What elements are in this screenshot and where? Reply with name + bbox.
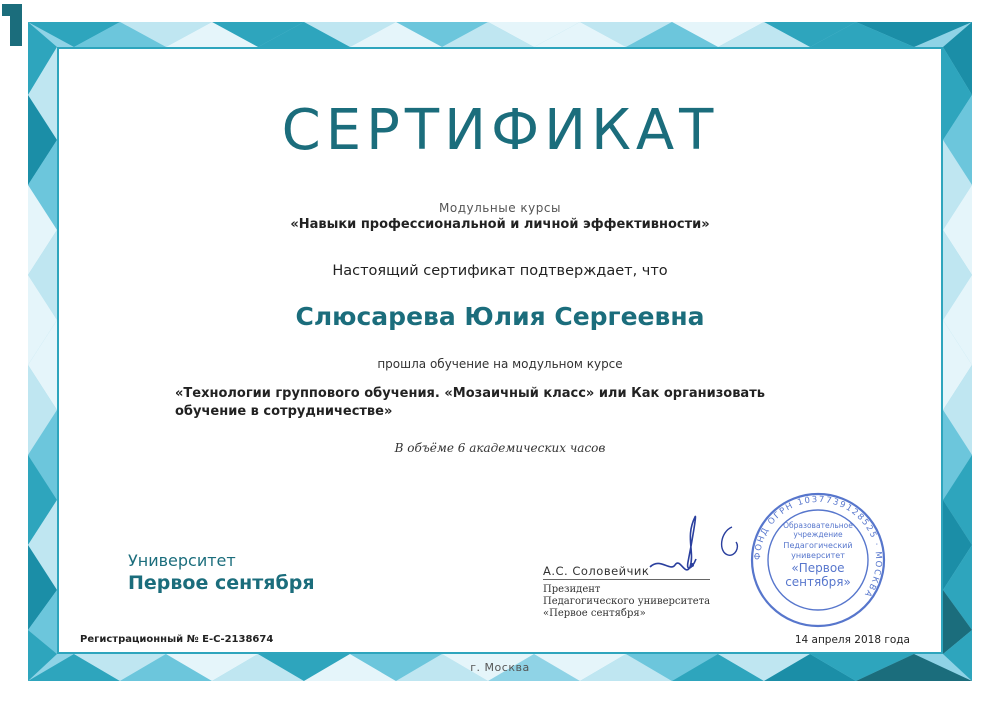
- stamp-text-4: университет: [791, 551, 845, 560]
- course-type: Модульные курсы: [439, 201, 561, 215]
- frame-left-pattern: [28, 22, 57, 681]
- signer-title-line1: Президент: [543, 584, 601, 595]
- recipient-name: Слюсарева Юлия Сергеевна: [295, 302, 705, 331]
- hours-text: В объёме 6 академических часов: [394, 441, 606, 455]
- issue-date: 14 апреля 2018 года: [794, 634, 910, 646]
- stamp-ring-text: ФОНД ОГРН 1037739128525 · МОСКВА: [752, 494, 884, 600]
- stamp-text-2: учреждение: [793, 530, 843, 539]
- frame-right-pattern: [943, 22, 972, 681]
- signature-line: [543, 579, 710, 580]
- logo-text-line2: Первое сентября: [128, 572, 315, 594]
- course-name: «Навыки профессиональной и личной эффективности»: [290, 217, 710, 232]
- completed-text: прошла обучение на модульном курсе: [377, 357, 623, 371]
- stamp-text-5: «Первое: [791, 561, 845, 575]
- city-label: г. Москва: [470, 661, 530, 674]
- signer-title-line2: Педагогического университета: [543, 596, 711, 607]
- certificate-title: СЕРТИФИКАТ: [281, 98, 719, 163]
- official-stamp-icon: [748, 490, 888, 630]
- stamp-text-6: сентября»: [785, 575, 851, 589]
- module-name: «Технологии группового обучения. «Мозаичный класс» или Как организовать обучение в сотрудничестве»: [175, 386, 765, 419]
- signer-name: А.С. Соловейчик: [543, 564, 650, 578]
- logo-text-line1: Университет: [128, 551, 236, 570]
- registration-number: Регистрационный № Е-С-2138674: [80, 634, 274, 645]
- stamp-text-3: Педагогический: [783, 541, 853, 550]
- confirm-text: Настоящий сертификат подтверждает, что: [332, 263, 668, 279]
- signer-title-line3: «Первое сентября»: [543, 608, 646, 619]
- frame-top-pattern: [28, 22, 972, 47]
- stamp-text-1: Образовательное: [783, 521, 853, 530]
